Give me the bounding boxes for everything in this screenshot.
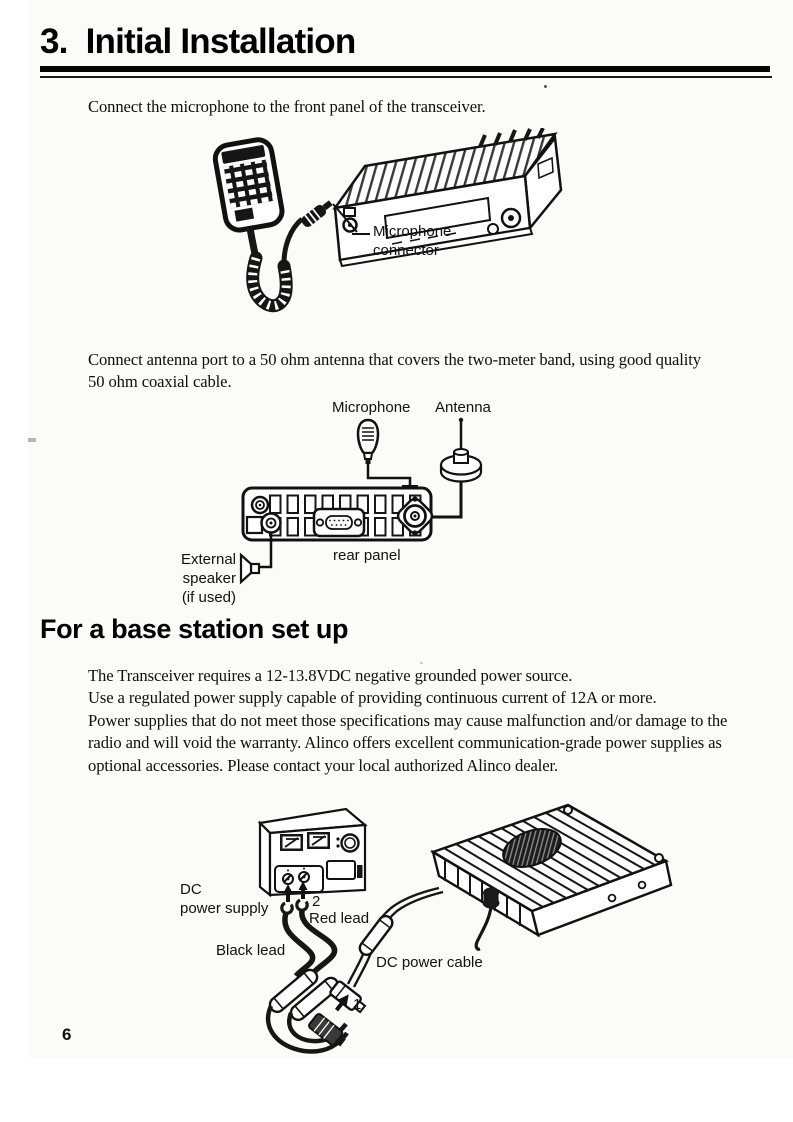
paragraph-line: radio and will void the warranty. Alinco offers excellent communication-grade power supplies as	[88, 733, 722, 753]
title-rule-thin	[40, 76, 772, 78]
hand-microphone-drawing	[213, 138, 284, 233]
power-supply-drawing	[260, 809, 365, 895]
paragraph-line: Use a regulated power supply capable of providing continuous current of 12A or more.	[88, 688, 657, 708]
label-red-lead: Red lead	[309, 910, 370, 927]
paragraph-line: Power supplies that do not meet those specifications may cause malfunction and/or damage to the	[88, 710, 728, 730]
title-rule-thick	[40, 66, 770, 72]
heading-base-station: For a base station set up	[40, 614, 349, 644]
paragraph-line: The Transceiver requires a 12-13.8VDC negative grounded power source.	[88, 666, 573, 685]
label-dc-power-supply: DC power supply	[180, 881, 269, 917]
label-antenna: Antenna	[435, 399, 491, 416]
section-number: 3.	[40, 22, 68, 61]
scan-speck	[28, 438, 36, 442]
paragraph-line: Connect antenna port to a 50 ohm antenna that covers the two-meter band, using good quality	[88, 350, 702, 369]
transceiver-rear-drawing	[433, 805, 671, 949]
label-dc-power-cable: DC power cable	[376, 954, 483, 971]
label-microphone-connector: Microphone connector	[373, 223, 452, 259]
label-black-lead: Black lead	[216, 942, 286, 959]
section-title	[40, 22, 355, 62]
figure-rear-panel	[130, 398, 560, 606]
base-station-illustration	[150, 795, 700, 1075]
speaker-icon	[241, 555, 259, 582]
label-terminal-2: 2	[312, 893, 321, 910]
cable-connector-drawing	[329, 980, 367, 1015]
label-connector-1: 1	[353, 996, 362, 1013]
label-rear-panel: rear panel	[333, 547, 401, 564]
section-title-text: Initial Installation	[85, 22, 356, 61]
paragraph-base-station	[88, 665, 727, 777]
label-external-speaker: External speaker (if used)	[180, 551, 236, 606]
paragraph-connect-microphone: Connect the microphone to the front panel of the transceiver.	[88, 97, 486, 116]
figure-microphone-connection	[180, 128, 620, 323]
scan-edge-left	[0, 0, 28, 1058]
microphone-plug-drawing	[299, 198, 334, 229]
power-plug-drawing	[308, 1013, 348, 1050]
scan-speck	[420, 662, 423, 664]
figure-base-station-setup	[150, 795, 700, 1075]
page-number: 6	[62, 1025, 72, 1044]
label-microphone: Microphone	[332, 399, 411, 416]
coiled-cord-drawing	[253, 219, 302, 306]
paragraph-line: 50 ohm coaxial cable.	[88, 372, 232, 392]
paragraph-connect-antenna	[88, 349, 701, 394]
antenna-icon	[431, 418, 481, 517]
microphone-icon	[358, 420, 378, 464]
paragraph-line: optional accessories. Please contact your local authorized Alinco dealer.	[88, 755, 559, 775]
scan-speck	[544, 85, 547, 88]
